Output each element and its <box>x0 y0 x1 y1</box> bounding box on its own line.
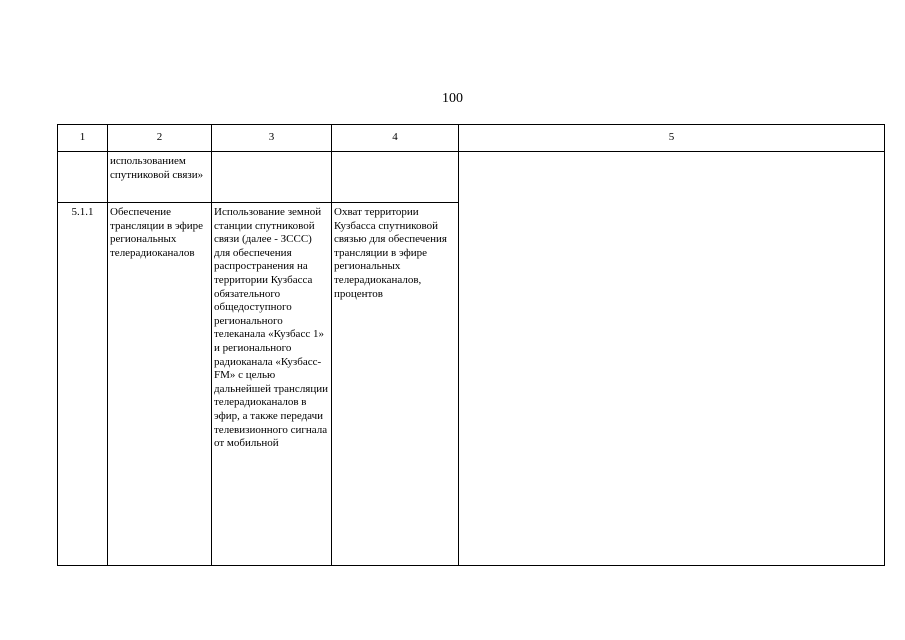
indicator-cell: Охват территории Кузбасса спутниковой связью для обеспечения трансляции в эфире региональных телерадиоканалов, процентов <box>332 203 459 566</box>
measure-name-cell: Обеспечение трансляции в эфире региональных телерадиоканалов <box>108 203 212 566</box>
measure-name-cell: использованием спутниковой связи» <box>108 152 212 203</box>
indicator-cell <box>332 152 459 203</box>
column-header-2: 2 <box>108 125 212 152</box>
table-row <box>58 152 885 203</box>
description-cell <box>212 152 332 203</box>
column-header-4: 4 <box>332 125 459 152</box>
column-header-5: 5 <box>459 125 885 152</box>
document-table <box>57 124 885 566</box>
row-number-cell: 5.1.1 <box>58 203 108 566</box>
column-5-cell <box>459 152 885 566</box>
table-header-row <box>58 125 885 152</box>
page-number: 100 <box>442 91 463 106</box>
column-header-3: 3 <box>212 125 332 152</box>
row-number-cell <box>58 152 108 203</box>
column-header-1: 1 <box>58 125 108 152</box>
description-cell: Использование земной станции спутниковой связи (далее - ЗССС) для обеспечения распространения на территории Кузбасса обязательного общедоступного регионального телеканала «Кузбасс 1» и регионального радиоканала «Кузбасс-FM» с целью дальнейшей трансляции телерадиоканалов в эфир, а также передачи телевизионного сигнала от мобильной <box>212 203 332 566</box>
